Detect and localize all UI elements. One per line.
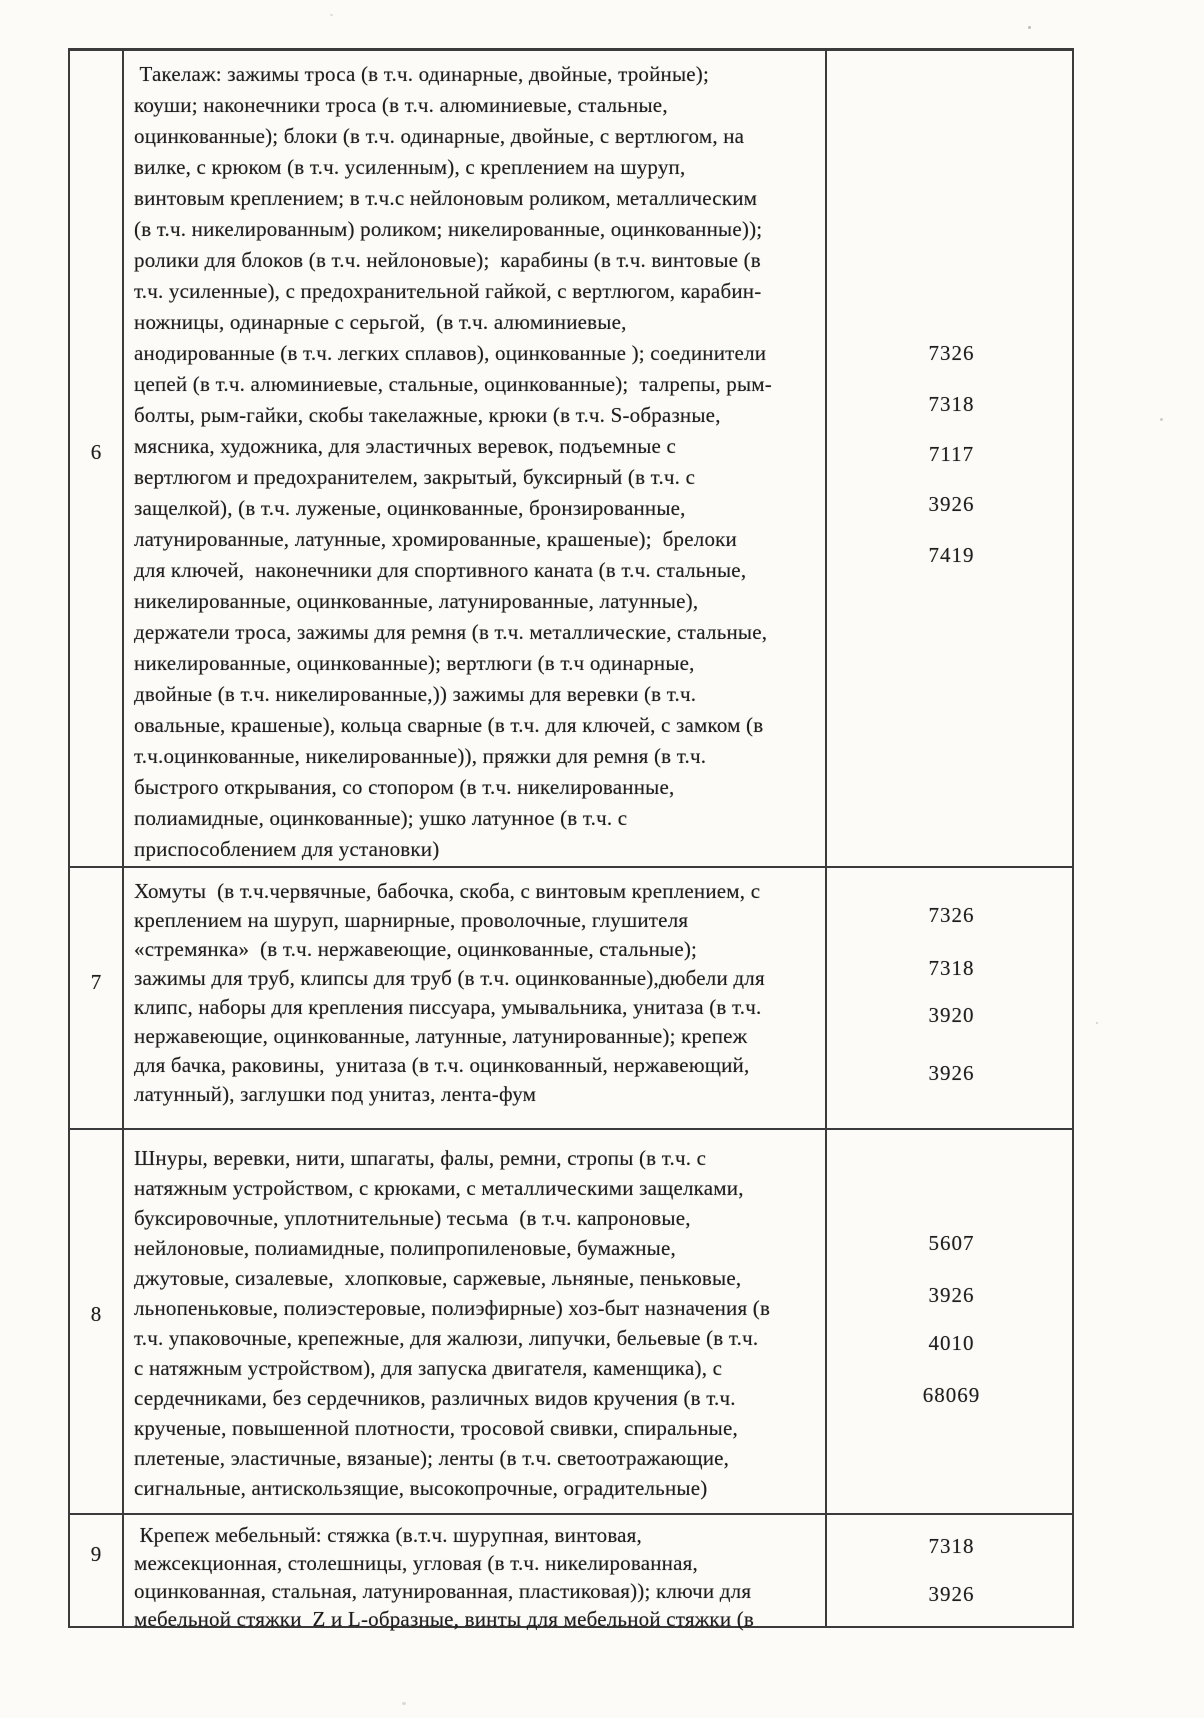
text-line: латунированные, латунные, хромированные, крашеные); брелоки — [134, 527, 737, 551]
text-line: ролики для блоков (в т.ч. нейлоновые); карабины (в т.ч. винтовые (в — [134, 248, 761, 272]
row-description — [134, 877, 822, 1109]
text-line: цепей (в т.ч. алюминиевые, стальные, оцинкованные); талрепы, рым- — [134, 372, 772, 396]
code-value: 3926 — [928, 1061, 975, 1085]
row-number: 8 — [90, 1302, 102, 1326]
code-value: 7318 — [928, 956, 975, 980]
text-line: буксировочные, уплотнительные) тесьма (в т.ч. капроновые, — [134, 1206, 691, 1230]
text-line: (в т.ч. никелированным) роликом; никелированные, оцинкованные)); — [134, 217, 763, 241]
text-line: сердечниками, без сердечников, различных видов кручения (в т.ч. — [134, 1386, 736, 1410]
text-line: Шнуры, веревки, нити, шпагаты, фалы, ремни, стропы (в т.ч. с — [134, 1146, 707, 1170]
text-line: приспособлением для установки) — [134, 837, 440, 861]
code-value: 7318 — [928, 1534, 975, 1558]
text-line: «стремянка» (в т.ч. нержавеющие, оцинкованные, стальные); — [134, 937, 698, 961]
code-value: 68069 — [922, 1383, 981, 1407]
text-line: держатели троса, зажимы для ремня (в т.ч. металлические, стальные, — [134, 620, 768, 644]
scan-speckle — [402, 1702, 406, 1705]
row-number: 6 — [90, 440, 102, 464]
code-value: 7419 — [928, 543, 975, 567]
text-line: для ключей, наконечники для спортивного каната (в т.ч. стальные, — [134, 558, 747, 582]
scan-speckle — [1096, 1022, 1098, 1024]
text-line: льнопеньковые, полиэстеровые, полиэфирные) хоз-быт назначения (в — [134, 1296, 771, 1320]
row-divider-6-7 — [70, 866, 1072, 868]
text-line: т.ч. усиленные), с предохранительной гайкой, с вертлюгом, карабин- — [134, 279, 762, 303]
code-value: 3926 — [928, 492, 975, 516]
text-line: мебельной стяжки Z и L-образные, винты для мебельной стяжки (в — [134, 1607, 755, 1631]
text-line: т.ч.оцинкованные, никелированные)), пряжки для ремня (в т.ч. — [134, 744, 707, 768]
text-line: с натяжным устройством), для запуска двигателя, каменщика), с — [134, 1356, 723, 1380]
text-line: оцинкованные); блоки (в т.ч. одинарные, двойные, с вертлюгом, на — [134, 124, 745, 148]
row-number: 7 — [90, 970, 102, 994]
row-description — [134, 1521, 822, 1633]
code-value: 7117 — [928, 442, 975, 466]
text-line: быстрого открывания, со стопором (в т.ч. никелированные, — [134, 775, 675, 799]
text-line: коуши; наконечники троса (в т.ч. алюминиевые, стальные, — [134, 93, 668, 117]
row-number: 9 — [90, 1542, 102, 1566]
text-line: никелированные, оцинкованные, латунированные, латунные), — [134, 589, 699, 613]
code-value: 7326 — [928, 341, 975, 365]
text-line: вертлюгом и предохранителем, закрытый, буксирный (в т.ч. с — [134, 465, 696, 489]
row-description — [134, 59, 822, 865]
scan-speckle — [330, 14, 333, 16]
text-line: Хомуты (в т.ч.червячные, бабочка, скоба, с винтовым креплением, с — [134, 879, 761, 903]
code-value: 7326 — [928, 903, 975, 927]
row-description — [134, 1143, 822, 1503]
text-line: джутовые, сизалевые, хлопковые, саржевые, льняные, пеньковые, — [134, 1266, 742, 1290]
scan-speckle — [1028, 26, 1031, 29]
code-value: 3926 — [928, 1582, 975, 1606]
text-line: мясника, художника, для эластичных веревок, подъемные с — [134, 434, 677, 458]
text-line: креплением на шуруп, шарнирные, проволочные, глушителя — [134, 908, 689, 932]
text-line: овальные, крашеные), кольца сварные (в т.ч. для ключей, с замком (в — [134, 713, 764, 737]
text-line: плетеные, эластичные, вязаные); ленты (в т.ч. светоотражающие, — [134, 1446, 730, 1470]
scan-speckle — [1160, 418, 1163, 421]
classification-table — [68, 48, 1074, 1631]
text-line: вилке, с крюком (в т.ч. усиленным), с креплением на шуруп, — [134, 155, 686, 179]
text-line: оцинкованная, стальная, латунированная, пластиковая)); ключи для — [134, 1579, 752, 1603]
column-divider-number — [122, 51, 124, 1626]
text-line: ножницы, одинарные с серьгой, (в т.ч. алюминиевые, — [134, 310, 627, 334]
code-value: 4010 — [928, 1331, 975, 1355]
row-divider-8-9 — [70, 1513, 1072, 1515]
text-line: натяжным устройством, с крюками, с металлическими защелками, — [134, 1176, 744, 1200]
code-value: 5607 — [928, 1231, 975, 1255]
code-value: 3920 — [928, 1003, 975, 1027]
text-line: для бачка, раковины, унитаза (в т.ч. оцинкованный, нержавеющий, — [134, 1053, 750, 1077]
text-line: болты, рым-гайки, скобы такелажные, крюки (в т.ч. S-образные, — [134, 403, 721, 427]
text-line: полиамидные, оцинкованные); ушко латунное (в т.ч. с — [134, 806, 628, 830]
text-line: нержавеющие, оцинкованные, латунные, латунированные); крепеж — [134, 1024, 748, 1048]
row-divider-7-8 — [70, 1128, 1072, 1130]
text-line: Такелаж: зажимы троса (в т.ч. одинарные, двойные, тройные); — [134, 62, 710, 86]
text-line: нейлоновые, полиамидные, полипропиленовые, бумажные, — [134, 1236, 676, 1260]
text-line: межсекционная, столешницы, угловая (в т.ч. никелированная, — [134, 1551, 698, 1575]
text-line: сигнальные, антискользящие, высокопрочные, оградительные) — [134, 1476, 708, 1500]
text-line: защелкой), (в т.ч. луженые, оцинкованные, бронзированные, — [134, 496, 686, 520]
text-line: анодированные (в т.ч. легких сплавов), оцинкованные ); соединители — [134, 341, 767, 365]
text-line: крученые, повышенной плотности, тросовой свивки, спиральные, — [134, 1416, 738, 1440]
text-line: винтовым креплением; в т.ч.с нейлоновым роликом, металлическим — [134, 186, 758, 210]
text-line: двойные (в т.ч. никелированные,)) зажимы для веревки (в т.ч. — [134, 682, 697, 706]
text-line: латунный), заглушки под унитаз, лента-фум — [134, 1082, 537, 1106]
text-line: зажимы для труб, клипсы для труб (в т.ч. оцинкованные),дюбели для — [134, 966, 765, 990]
text-line: никелированные, оцинкованные); вертлюги (в т.ч одинарные, — [134, 651, 695, 675]
code-value: 3926 — [928, 1283, 975, 1307]
code-value: 7318 — [928, 392, 975, 416]
text-line: клипс, наборы для крепления писсуара, умывальника, унитаза (в т.ч. — [134, 995, 762, 1019]
text-line: т.ч. упаковочные, крепежные, для жалюзи, липучки, бельевые (в т.ч. — [134, 1326, 759, 1350]
text-line: Крепеж мебельный: стяжка (в.т.ч. шурупная, винтовая, — [134, 1523, 642, 1547]
